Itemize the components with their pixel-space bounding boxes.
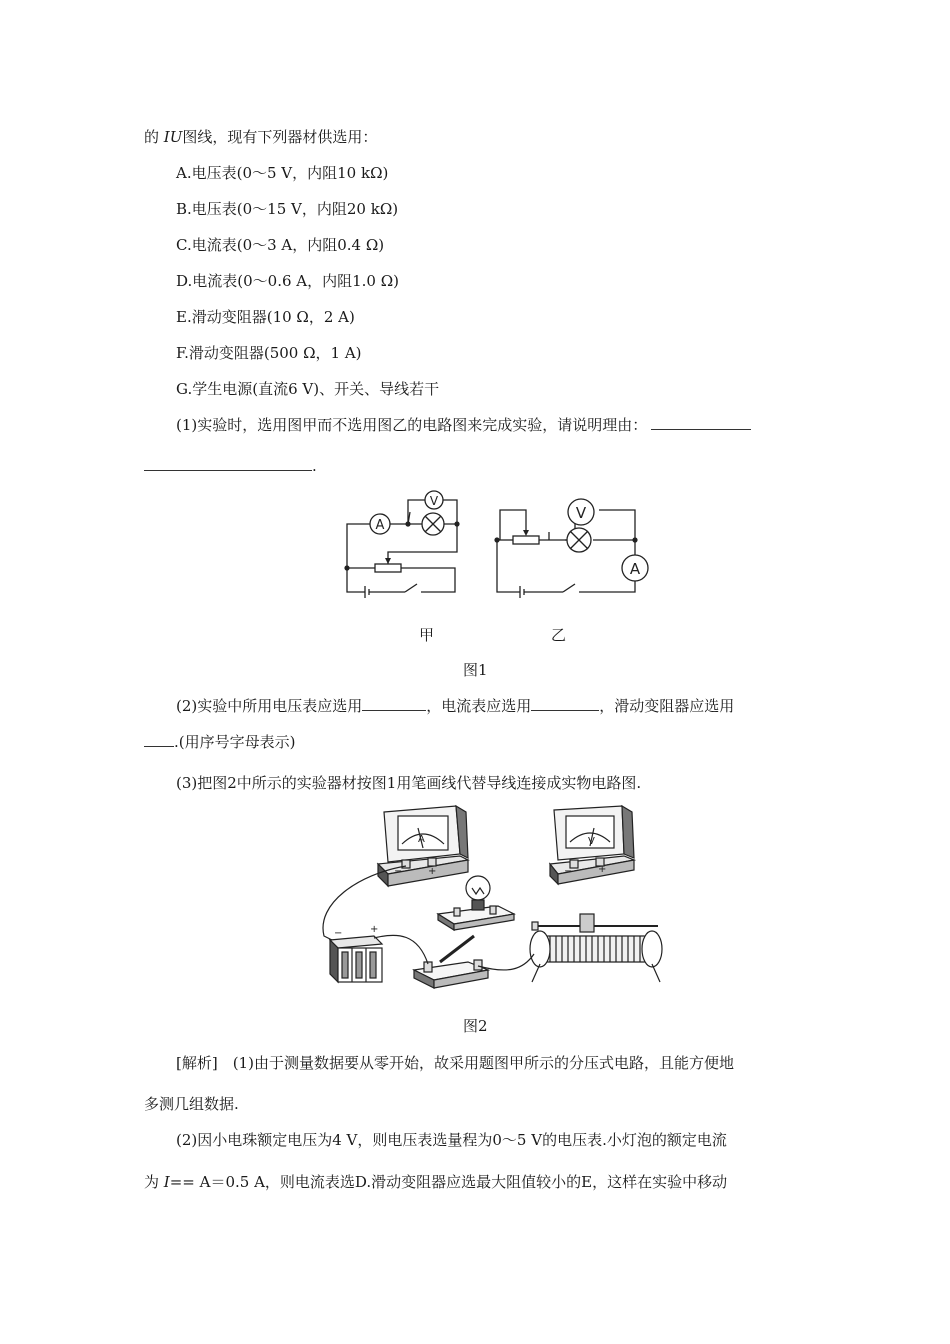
option-g: G.学生电源(直流6 V)、开关、导线若干: [176, 380, 440, 398]
rheostat-device: [530, 914, 662, 982]
question-1-continued: .: [144, 456, 317, 476]
lamp-icon: [422, 513, 444, 535]
figure-1-caption: 图1: [463, 661, 488, 679]
voltmeter-label: V: [429, 494, 439, 508]
battery-plus-label: +: [370, 924, 379, 935]
question-2: (2)实验中所用电压表应选用 ，电流表应选用 ，滑动变阻器应选用: [176, 697, 735, 715]
ammeter-label: A: [375, 518, 385, 533]
question-1: (1)实验时，选用图甲而不选用图乙的电路图来完成实验，请说明理由：: [176, 415, 751, 435]
answer-blank-1a[interactable]: [651, 415, 751, 430]
figure-2-caption: 图2: [463, 1017, 488, 1035]
option-c: C.电流表(0～3 A，内阻0.4 Ω): [176, 236, 385, 254]
lamp-icon: [567, 528, 591, 552]
option-b: B.电压表(0～15 V，内阻20 kΩ): [176, 200, 399, 218]
ammeter-minus-label: −: [394, 866, 403, 877]
voltmeter-label: V: [575, 504, 587, 522]
bulb-device: [438, 876, 514, 930]
question-3: (3)把图2中所示的实验器材按图1用笔画线代替导线连接成实物电路图.: [176, 774, 642, 792]
current-variable: I: [163, 1173, 170, 1191]
ammeter-dial-label: A: [418, 834, 425, 845]
figure-1-circuits: [335, 480, 655, 610]
voltmeter-minus-label: −: [564, 866, 573, 877]
option-e: E.滑动变阻器(10 Ω，2 A): [176, 308, 355, 326]
voltmeter-dial-label: V: [588, 836, 595, 847]
battery-device: [330, 936, 382, 982]
question-2-continued: .(用序号字母表示): [144, 732, 295, 752]
option-a: A.电压表(0～5 V，内阻10 kΩ): [176, 164, 389, 182]
intro-variable: IU: [163, 128, 183, 146]
ammeter-device: [378, 806, 468, 886]
ammeter-plus-label: +: [428, 866, 437, 877]
answer-blank-1b[interactable]: [144, 456, 312, 471]
analysis-para-2-cont: 为 I== A＝0.5 A，则电流表选D.滑动变阻器应选最大阻值较小的E，这样在实验中移动: [144, 1173, 728, 1191]
voltmeter-plus-label: +: [598, 864, 607, 875]
ammeter-label: A: [629, 560, 641, 578]
option-f: F.滑动变阻器(500 Ω，1 A): [176, 344, 362, 362]
figure-1-label-yi: 乙: [551, 626, 567, 644]
intro-line: 的 IU图线，现有下列器材供选用：: [144, 128, 378, 146]
analysis-para-1: [解析] (1)由于测量数据要从零开始，故采用题图甲所示的分压式电路，且能方便地: [176, 1054, 734, 1072]
battery-minus-label: −: [334, 928, 343, 939]
figure-1-label-jia: 甲: [419, 626, 435, 644]
answer-blank-rheostat[interactable]: [144, 732, 174, 747]
figure-2-apparatus: [318, 804, 664, 990]
switch-device: [414, 936, 488, 988]
analysis-para-1-cont: 多测几组数据.: [144, 1095, 239, 1113]
answer-blank-voltmeter[interactable]: [362, 696, 426, 711]
answer-blank-ammeter[interactable]: [531, 696, 599, 711]
option-d: D.电流表(0～0.6 A，内阻1.0 Ω): [176, 272, 400, 290]
analysis-para-2: (2)因小电珠额定电压为4 V，则电压表选量程为0～5 V的电压表.小灯泡的额定电流: [176, 1131, 727, 1149]
